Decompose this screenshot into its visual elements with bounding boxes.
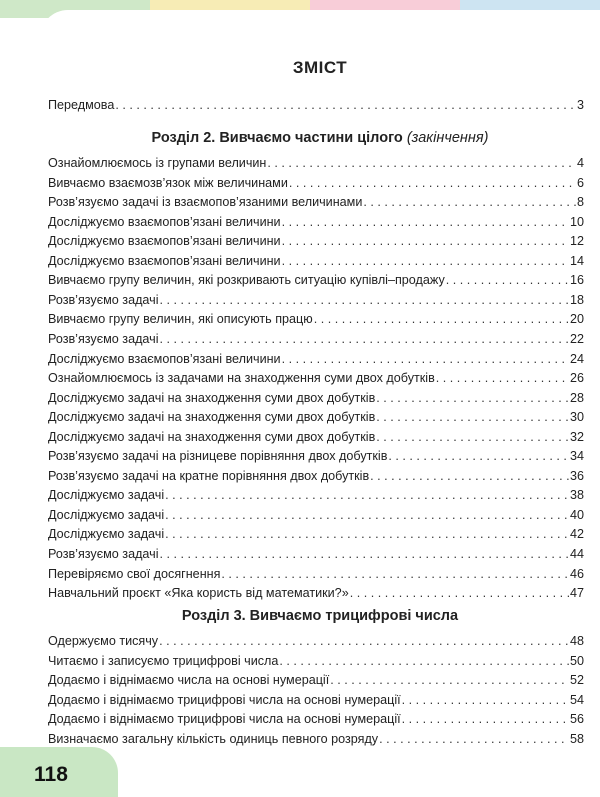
toc-entry[interactable]	[48, 291, 584, 310]
toc-leader-dots	[267, 154, 576, 173]
toc-entry[interactable]	[48, 632, 584, 651]
toc-leader-dots	[289, 174, 576, 193]
toc-entry-label: Вивчаємо групу величин, які описують працю	[48, 312, 313, 327]
toc-entry[interactable]	[48, 428, 584, 447]
toc-entry-label: Ознайомлюємось із групами величин	[48, 156, 267, 170]
toc-entry-page: 56	[569, 712, 584, 727]
toc-entry[interactable]	[48, 486, 584, 505]
toc-entry[interactable]	[48, 730, 584, 749]
toc-entry-page: 14	[569, 253, 584, 268]
toc-entry[interactable]	[48, 565, 584, 584]
toc-entry-page: 22	[569, 331, 584, 346]
toc-entry-page: 20	[569, 312, 584, 327]
toc-entry[interactable]	[48, 525, 584, 544]
toc-entry[interactable]	[48, 310, 584, 329]
toc-entry-label: Досліджуємо задачі на знаходження суми двох добутків	[48, 429, 376, 444]
toc-entry-label: Ознайомлюємось із задачами на знаходження суми двох добутків	[48, 371, 435, 386]
toc-leader-dots	[376, 428, 569, 447]
toc-entry-label: Додаємо і віднімаємо трицифрові числа на основі нумерації	[48, 712, 401, 727]
section-2-title: Розділ 2. Вивчаємо частини цілого	[151, 130, 403, 146]
toc-leader-dots	[402, 710, 569, 729]
toc-entry-label: Досліджуємо задачі на знаходження суми двох добутків	[48, 390, 376, 405]
toc-entry[interactable]	[48, 671, 584, 690]
toc-entry-label: Досліджуємо взаємопов’язані величини	[48, 351, 281, 366]
toc-entry-page: 10	[569, 214, 584, 229]
toc-entry[interactable]	[48, 545, 584, 564]
toc-entry-intro[interactable]	[48, 96, 584, 115]
toc-entry[interactable]	[48, 232, 584, 251]
toc-leader-dots	[165, 525, 569, 544]
toc-entry-page: 48	[569, 634, 584, 648]
toc-leader-dots	[165, 486, 569, 505]
toc-entry-label: Досліджуємо задачі	[48, 507, 165, 522]
toc-entry-page: 24	[569, 351, 584, 366]
toc-entry[interactable]	[48, 408, 584, 427]
toc-entry[interactable]	[48, 389, 584, 408]
toc-entry[interactable]	[48, 350, 584, 369]
toc-entry[interactable]	[48, 330, 584, 349]
toc-entry[interactable]	[48, 710, 584, 729]
toc-entry-label: Досліджуємо задачі	[48, 488, 165, 503]
toc-leader-dots	[370, 467, 569, 486]
toc-entry-label: Перевіряємо свої досягнення	[48, 566, 221, 581]
toc-entry-label: Розв’язуємо задачі	[48, 547, 159, 561]
toc-entry-label: Досліджуємо задачі	[48, 527, 165, 542]
toc-leader-dots	[402, 691, 569, 710]
toc-entry-page: 58	[569, 732, 584, 746]
toc-entry[interactable]	[48, 467, 584, 486]
toc-leader-dots	[376, 408, 569, 427]
toc-leader-dots	[376, 389, 569, 408]
toc-entry-label: Додаємо і віднімаємо трицифрові числа на основі нумерації	[48, 692, 401, 707]
toc-entry-label: Досліджуємо взаємопов’язані величини	[48, 253, 281, 268]
toc-entry-page: 34	[569, 449, 584, 464]
toc-entry-label: Передмова	[48, 98, 115, 112]
toc-entry-page: 54	[569, 692, 584, 707]
toc-leader-dots	[160, 545, 569, 564]
toc-leader-dots	[160, 291, 569, 310]
toc-entry-label: Розв’язуємо задачі	[48, 331, 159, 346]
toc-leader-dots	[436, 369, 569, 388]
page-number: 118	[34, 763, 68, 786]
toc-entry[interactable]	[48, 271, 584, 290]
toc-leader-dots	[446, 271, 569, 290]
toc-entry-label: Визначаємо загальну кількість одиниць певного розряду	[48, 732, 379, 746]
toc-entry-page: 3	[576, 98, 584, 112]
toc-leader-dots	[160, 330, 569, 349]
toc-entry[interactable]	[48, 584, 584, 603]
section-3-title: Розділ 3. Вивчаємо трицифрові числа	[181, 608, 459, 624]
toc-entry[interactable]	[48, 174, 584, 193]
toc-entry-page: 40	[569, 507, 584, 522]
section-2-heading	[0, 130, 600, 146]
toc-entry-page: 52	[569, 673, 584, 688]
toc-entry-page: 38	[569, 488, 584, 503]
page-title: ЗМІСТ	[292, 58, 348, 77]
section-2-note: (закінчення)	[406, 130, 489, 146]
toc-entry-page: 30	[569, 410, 584, 425]
toc-entry[interactable]	[48, 447, 584, 466]
toc-entry[interactable]	[48, 369, 584, 388]
toc-leader-dots	[221, 565, 569, 584]
toc-entry-page: 44	[569, 547, 584, 561]
toc-entry[interactable]	[48, 154, 584, 173]
toc-entry[interactable]	[48, 213, 584, 232]
toc-leader-dots	[350, 584, 569, 603]
toc-entry-page: 6	[576, 175, 584, 190]
toc-entry-page: 8	[576, 195, 584, 210]
toc-leader-dots	[388, 447, 569, 466]
toc-entry[interactable]	[48, 652, 584, 671]
toc-entry-label: Розв’язуємо задачі на кратне порівняння двох добутків	[48, 468, 370, 483]
toc-entry-page: 12	[569, 234, 584, 249]
toc-entry-label: Досліджуємо взаємопов’язані величини	[48, 214, 281, 229]
toc-entry-label: Додаємо і віднімаємо числа на основі нумерації	[48, 673, 330, 688]
toc-leader-dots	[379, 730, 569, 749]
toc-entry-label: Одержуємо тисячу	[48, 634, 159, 648]
toc-entry-label: Досліджуємо взаємопов’язані величини	[48, 234, 281, 249]
toc-entry-page: 42	[569, 527, 584, 542]
toc-leader-dots	[282, 213, 569, 232]
toc-entry-page: 32	[569, 429, 584, 444]
toc-entry-label: Читаємо і записуємо трицифрові числа	[48, 653, 279, 668]
toc-entry[interactable]	[48, 252, 584, 271]
toc-entry-page: 47	[569, 586, 584, 601]
toc-entry-page: 26	[569, 371, 584, 386]
section-3-heading	[0, 608, 600, 624]
toc-entry-page: 46	[569, 566, 584, 581]
toc-entry[interactable]	[48, 506, 584, 525]
toc-entry-page: 18	[569, 292, 584, 307]
toc-entry-page: 4	[576, 156, 584, 170]
toc-entry-page: 50	[569, 653, 584, 668]
toc-entry-page: 36	[569, 468, 584, 483]
toc-leader-dots	[282, 232, 569, 251]
toc-entry-label: Вивчаємо взаємозв’язок між величинами	[48, 175, 288, 190]
toc-entry-page: 28	[569, 390, 584, 405]
toc-leader-dots	[314, 310, 569, 329]
toc-leader-dots	[282, 252, 569, 271]
toc-entry-label: Розв’язуємо задачі	[48, 292, 159, 307]
toc-leader-dots	[115, 96, 576, 115]
toc-entry-label: Досліджуємо задачі на знаходження суми двох добутків	[48, 410, 376, 425]
toc-entry[interactable]	[48, 691, 584, 710]
toc-entry-label: Розв’язуємо задачі із взаємопов’язаними величинами	[48, 195, 363, 210]
toc-entry-label: Вивчаємо групу величин, які розкривають ситуацію купівлі–продажу	[48, 273, 445, 288]
toc-leader-dots	[330, 671, 569, 690]
toc-leader-dots	[279, 652, 569, 671]
toc-entry-label: Навчальний проєкт «Яка користь від математики?»	[48, 586, 349, 601]
toc-leader-dots	[282, 350, 569, 369]
toc-entry[interactable]	[48, 193, 584, 212]
toc-leader-dots	[165, 506, 569, 525]
toc-leader-dots	[363, 193, 576, 212]
toc-leader-dots	[159, 632, 569, 651]
toc-entry-label: Розв’язуємо задачі на різницеве порівняння двох добутків	[48, 449, 388, 464]
toc-entry-page: 16	[569, 273, 584, 288]
